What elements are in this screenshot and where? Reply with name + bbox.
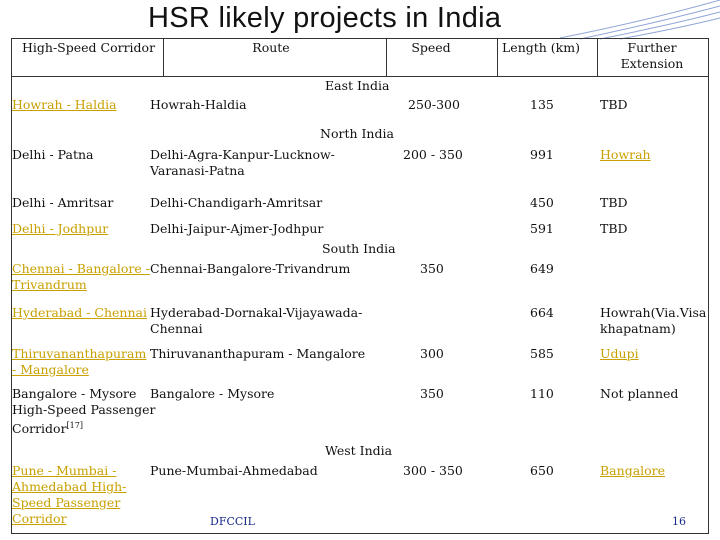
footnote-ref[interactable]: [17] xyxy=(66,421,83,430)
corridor-bangalore-mysore-line1: Bangalore - Mysore xyxy=(12,386,137,401)
length-bangalore-mysore: 110 xyxy=(530,386,554,401)
extension-delhi-patna-link[interactable]: Howrah xyxy=(600,147,651,162)
route-chennai-trivandrum: Chennai-Bangalore-Trivandrum xyxy=(150,261,351,276)
route-hyderabad-chennai-line2: Chennai xyxy=(150,321,203,336)
corridor-pune-ahmedabad-link-line1[interactable]: Pune - Mumbai - xyxy=(12,463,117,478)
length-howrah-haldia: 135 xyxy=(530,97,554,112)
corridor-chennai-trivandrum-link-line1[interactable]: Chennai - Bangalore - xyxy=(12,261,150,276)
extension-pune-ahmedabad-link[interactable]: Bangalore xyxy=(600,463,666,478)
route-delhi-patna-line1: Delhi-Agra-Kanpur-Lucknow- xyxy=(150,147,335,162)
speed-chennai-trivandrum: 350 xyxy=(420,261,444,276)
header-length: Length (km) xyxy=(502,40,580,55)
length-delhi-jodhpur: 591 xyxy=(530,221,554,236)
length-thiruvananthapuram: 585 xyxy=(530,346,554,361)
corridor-delhi-jodhpur-link[interactable]: Delhi - Jodhpur xyxy=(12,221,109,236)
length-delhi-amritsar: 450 xyxy=(530,195,554,210)
corridor-bangalore-mysore-line2: High-Speed Passenger xyxy=(12,402,156,417)
header-extension-line2: Extension xyxy=(620,56,684,71)
corridor-bangalore-mysore-line3 xyxy=(12,418,83,437)
extension-hyderabad-chennai-line1: Howrah(Via.Visa xyxy=(600,305,707,320)
length-hyderabad-chennai: 664 xyxy=(530,305,554,320)
extension-hyderabad-chennai-line2: khapatnam) xyxy=(600,321,676,336)
speed-howrah-haldia: 250-300 xyxy=(408,97,460,112)
footer-org: DFCCIL xyxy=(210,515,255,528)
corridor-bangalore-mysore-line3-text: Corridor xyxy=(12,421,67,437)
section-south-india: South India xyxy=(322,241,396,256)
corridor-chennai-trivandrum-link-line2[interactable]: Trivandrum xyxy=(12,277,87,292)
speed-delhi-patna: 200 - 350 xyxy=(403,147,463,162)
length-pune-ahmedabad: 650 xyxy=(530,463,554,478)
corridor-delhi-patna: Delhi - Patna xyxy=(12,147,94,162)
corridor-howrah-haldia-link[interactable]: Howrah - Haldia xyxy=(12,97,117,112)
route-pune-ahmedabad: Pune-Mumbai-Ahmedabad xyxy=(150,463,318,478)
corridor-pune-ahmedabad-link-line2[interactable]: Ahmedabad High- xyxy=(12,479,127,494)
corridor-pune-ahmedabad-link-line4[interactable]: Corridor xyxy=(12,511,67,526)
extension-delhi-jodhpur: TBD xyxy=(600,221,628,236)
route-thiruvananthapuram: Thiruvananthapuram - Mangalore xyxy=(150,346,366,361)
speed-pune-ahmedabad: 300 - 350 xyxy=(403,463,463,478)
route-delhi-amritsar: Delhi-Chandigarh-Amritsar xyxy=(150,195,323,210)
header-corridor: High-Speed Corridor xyxy=(22,40,156,55)
extension-bangalore-mysore: Not planned xyxy=(600,386,679,401)
route-delhi-patna-line2: Varanasi-Patna xyxy=(150,163,245,178)
page-number: 16 xyxy=(672,515,686,528)
extension-delhi-amritsar: TBD xyxy=(600,195,628,210)
header-extension-line1: Further xyxy=(627,40,677,55)
extension-howrah-haldia: TBD xyxy=(600,97,628,112)
corridor-thiruvananthapuram-link-line1[interactable]: Thiruvananthapuram xyxy=(12,346,147,361)
length-delhi-patna: 991 xyxy=(530,147,554,162)
section-north-india: North India xyxy=(320,126,394,141)
extension-thiruvananthapuram-link[interactable]: Udupi xyxy=(600,346,639,361)
length-chennai-trivandrum: 649 xyxy=(530,261,554,276)
page-title: HSR likely projects in India xyxy=(148,2,502,34)
corridor-hyderabad-chennai-link[interactable]: Hyderabad - Chennai xyxy=(12,305,147,320)
speed-bangalore-mysore: 350 xyxy=(420,386,444,401)
route-bangalore-mysore: Bangalore - Mysore xyxy=(150,386,275,401)
section-west-india: West India xyxy=(325,443,393,458)
route-delhi-jodhpur: Delhi-Jaipur-Ajmer-Jodhpur xyxy=(150,221,324,236)
route-howrah-haldia: Howrah-Haldia xyxy=(150,97,247,112)
speed-thiruvananthapuram: 300 xyxy=(420,346,444,361)
corridor-delhi-amritsar: Delhi - Amritsar xyxy=(12,195,114,210)
section-east-india: East India xyxy=(325,78,390,93)
corridor-pune-ahmedabad-link-line3[interactable]: Speed Passenger xyxy=(12,495,121,510)
corridor-thiruvananthapuram-link-line2[interactable]: - Mangalore xyxy=(12,362,89,377)
route-hyderabad-chennai-line1: Hyderabad-Dornakal-Vijayawada- xyxy=(150,305,363,320)
header-route: Route xyxy=(252,40,290,55)
header-speed: Speed xyxy=(411,40,451,55)
